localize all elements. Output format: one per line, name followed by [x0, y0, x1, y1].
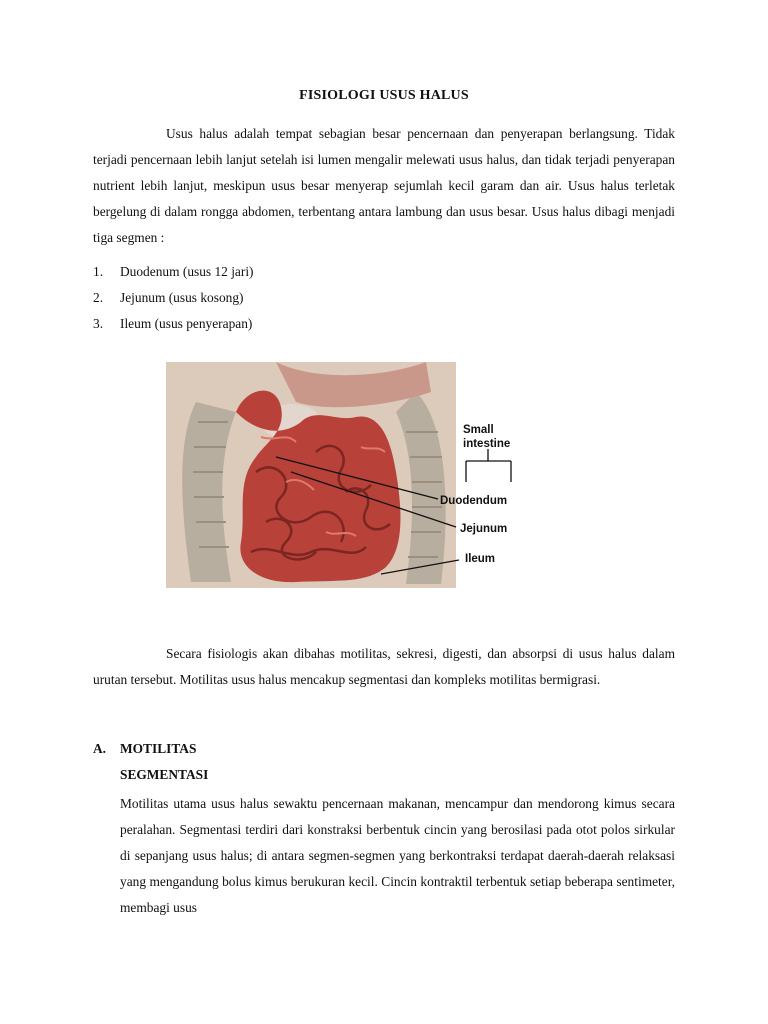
list-item [93, 259, 254, 285]
second-paragraph: Secara fisiologis akan dibahas motilitas, sekresi, digesti, dan absorpsi di usus halus dalam urutan tersebut. Motilitas usus halus mencakup segmentasi dan kompleks motilitas bermigrasi. [93, 646, 675, 687]
label-intestine: intestine [463, 438, 511, 450]
label-small: Small [463, 424, 494, 436]
section-heading [93, 741, 196, 757]
list-item-number: 2. [93, 290, 104, 305]
list-item-number: 1. [93, 264, 104, 279]
label-ileum: Ileum [465, 553, 496, 565]
list-item [93, 311, 254, 337]
list-item-text: Ileum (usus penyerapan) [120, 316, 253, 331]
list-item-text: Duodenum (usus 12 jari) [120, 264, 254, 279]
label-duodenum: Duodendum [440, 495, 508, 507]
section-title: MOTILITAS [120, 741, 197, 756]
list-item [93, 285, 254, 311]
list-item-number: 3. [93, 316, 104, 331]
page-title: FISIOLOGI USUS HALUS [299, 88, 469, 103]
label-jejunum: Jejunum [460, 523, 508, 535]
section-letter: A. [93, 741, 107, 756]
list-item-text: Jejunum (usus kosong) [120, 290, 244, 305]
subsection-heading: SEGMENTASI [120, 767, 209, 782]
segment-list [93, 259, 254, 337]
intro-paragraph: Usus halus adalah tempat sebagian besar pencernaan dan penyerapan berlangsung. Tidak terjadi pencernaan lebih lanjut setelah isi lumen mengalir melewati usus halus, dan tidak terjadi penyerapan nutrient lebih lanjut, meskipun usus besar menyerap sejumlah kecil garam dan air. Usus halus terletak bergelung di dalam rongga abdomen, terbentang antara lambung dan usus besar. Usus halus dibagi menjadi tiga segmen : [93, 126, 675, 245]
section-paragraph: Motilitas utama usus halus sewaktu pencernaan makanan, mencampur dan mendorong kimus secara peralahan. Segmentasi terdiri dari konstraksi berbentuk cincin yang berosilasi pada otot polos sirkular di sepanjang usus halus; di antara segmen-segmen yang berkontraksi terdapat daerah-daerah relaksasi yang mengandung bolus kimus berukuran kecil. Cincin kontraktil terbentuk setiap beberapa sentimeter, membagi usus [120, 796, 675, 915]
small-intestine-figure [166, 362, 534, 588]
